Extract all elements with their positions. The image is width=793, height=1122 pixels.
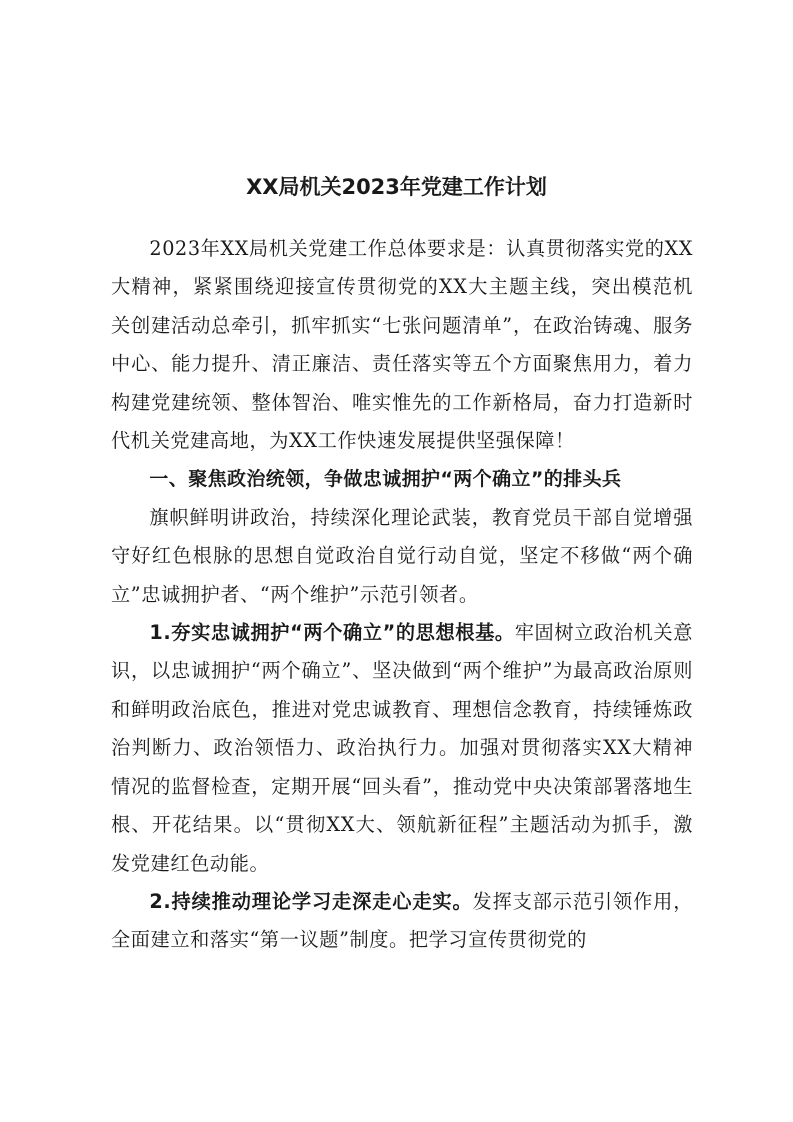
item-2-text: 发挥支部示范引领作用，全面建立和落实“第一议题”制度。把学习宣传贯彻党的 <box>111 889 693 952</box>
section-1-summary: 旗帜鲜明讲政治，持续深化理论武装，教育党员干部自觉增强守好红色根脉的思想自觉政治自觉行动自觉，坚定不移做“两个确立”忠诚拥护者、“两个维护”示范引领者。 <box>111 505 693 606</box>
section-1-item-2 <box>111 883 693 960</box>
section-1-heading: 一、聚焦政治统领，争做忠诚拥护“两个确立”的排头兵 <box>149 468 622 491</box>
document-title: XX局机关2023年党建工作计划 <box>246 175 547 199</box>
section-1-item-1 <box>111 614 693 883</box>
intro-paragraph: 2023年XX局机关党建工作总体要求是：认真贯彻落实党的XX大精神，紧紧围绕迎接宣传贯彻党的XX大主题主线，突出模范机关创建活动总牵引，抓牢抓实“七张问题清单”，在政治铸魂、服务中心、能力提升、清正廉洁、责任落实等五个方面聚焦用力，着力构建党建统领、整体智治、唯实惟先的工作新格局，奋力打造新时代机关党建高地，为XX工作快速发展提供坚强保障！ <box>111 237 693 453</box>
item-1-lead: 1.夯实忠诚拥护“两个确立”的思想根基。 <box>149 621 515 645</box>
document-body <box>111 230 693 960</box>
item-1-text: 牢固树立政治机关意识，以忠诚拥护“两个确立”、坚决做到“两个维护”为最高政治原则和鲜明政治底色，推进对党忠诚教育、理想信念教育，持续锤炼政治判断力、政治领悟力、政治执行力。加强对贯彻落实XX大精神情况的监督检查，定期开展“回头看”，推动党中央决策部署落地生根、开花结果。以“贯彻XX大、领航新征程”主题活动为抓手，激发党建红色动能。 <box>111 621 693 875</box>
item-2-lead: 2.持续推动理论学习走深走心走实。 <box>149 889 473 913</box>
